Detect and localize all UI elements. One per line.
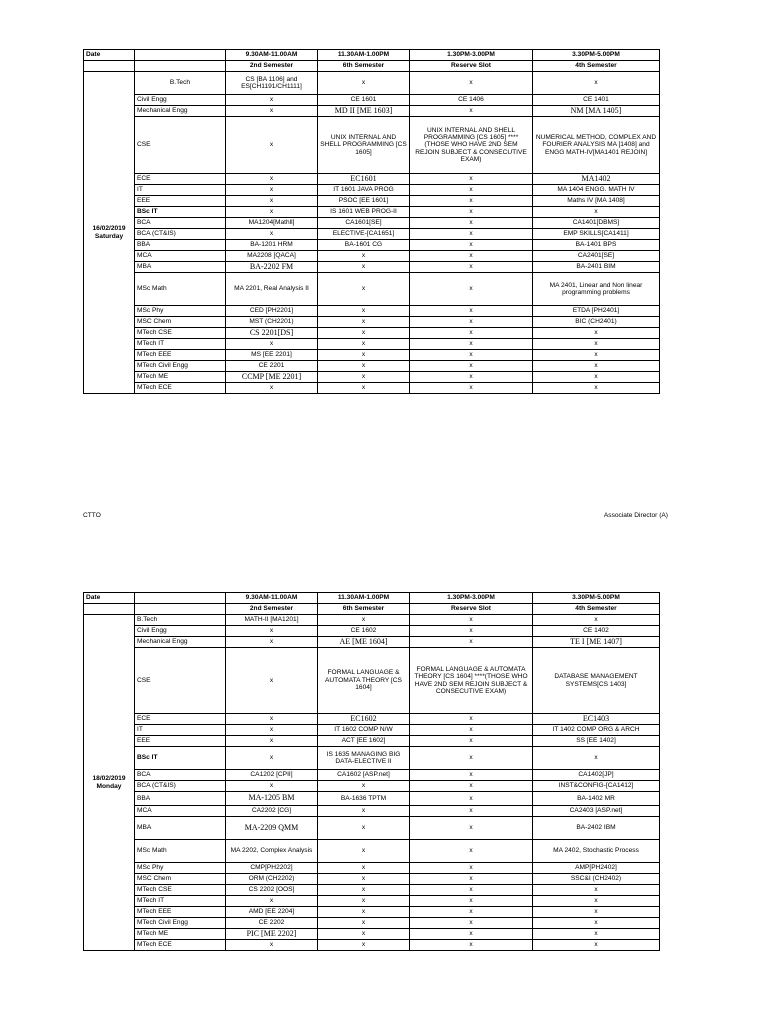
schedule-cell: x	[410, 106, 533, 117]
schedule-cell: x	[226, 207, 318, 218]
program-cell: MBA	[135, 817, 226, 840]
schedule-cell: x	[533, 383, 660, 394]
table-row	[84, 106, 660, 117]
schedule-cell: x	[410, 350, 533, 361]
program-cell: MTech Civil Engg	[135, 918, 226, 929]
program-cell: MTech IT	[135, 896, 226, 907]
schedule-cell: x	[226, 95, 318, 106]
schedule-cell: x	[410, 874, 533, 885]
schedule-cell: x	[410, 174, 533, 185]
schedule-cell: x	[410, 615, 533, 626]
table-row	[84, 218, 660, 229]
table-row	[84, 648, 660, 714]
program-cell: MTech IT	[135, 339, 226, 350]
schedule-cell: x	[318, 874, 410, 885]
schedule-cell: AMP[PH2402]	[533, 863, 660, 874]
program-cell: B.Tech	[135, 72, 226, 95]
schedule-cell: BA-1636 TPTM	[318, 792, 410, 806]
schedule-cell: x	[226, 725, 318, 736]
schedule-cell: x	[533, 896, 660, 907]
schedule-cell: x	[410, 196, 533, 207]
schedule-cell: UNIX INTERNAL AND SHELL PROGRAMMING [CS 1605] ****(THOSE WHO HAVE 2ND SEM REJOIN SUBJECT & CONSECUTIVE EXAM)	[410, 117, 533, 174]
table-row	[84, 806, 660, 817]
program-cell: CSE	[135, 648, 226, 714]
schedule-cell: PSOC [EE 1601]	[318, 196, 410, 207]
schedule-cell: x	[318, 840, 410, 863]
schedule-cell: NM [MA 1405]	[533, 106, 660, 117]
schedule-cell: x	[318, 372, 410, 383]
schedule-cell: x	[318, 907, 410, 918]
schedule-cell: x	[533, 907, 660, 918]
schedule-cell: x	[318, 929, 410, 940]
program-cell: Mechanical Engg	[135, 637, 226, 648]
program-cell: MTech EEE	[135, 907, 226, 918]
schedule-cell: x	[533, 361, 660, 372]
schedule-cell: IT 1602 COMP N/W	[318, 725, 410, 736]
program-cell: MSc Phy	[135, 306, 226, 317]
schedule-cell: CE 2202	[226, 918, 318, 929]
table-row	[84, 863, 660, 874]
table-row	[84, 383, 660, 394]
program-cell: MTech ME	[135, 372, 226, 383]
program-cell: Civil Engg	[135, 95, 226, 106]
table-row	[84, 929, 660, 940]
schedule-cell: x	[410, 896, 533, 907]
slot-header: 1.30PM-3.00PM	[410, 50, 533, 61]
program-cell: BCA	[135, 770, 226, 781]
program-cell: EEE	[135, 196, 226, 207]
program-cell: IT	[135, 185, 226, 196]
schedule-cell: CA1402[JP]	[533, 770, 660, 781]
schedule-cell: MA1402	[533, 174, 660, 185]
schedule-cell: x	[410, 240, 533, 251]
schedule-cell: x	[410, 714, 533, 725]
table-row	[84, 615, 660, 626]
schedule-cell: BA-1401 BPS	[533, 240, 660, 251]
program-cell: MSc Phy	[135, 863, 226, 874]
schedule-cell: x	[410, 918, 533, 929]
footer-signatory-left: CTTO	[83, 512, 101, 519]
schedule-cell: x	[226, 229, 318, 240]
table-row	[84, 940, 660, 951]
program-cell: MTech Civil Engg	[135, 361, 226, 372]
schedule-cell: x	[410, 372, 533, 383]
header-row-time-slots	[84, 50, 660, 61]
header-row-semesters	[84, 604, 660, 615]
schedule-cell: x	[226, 174, 318, 185]
schedule-cell: x	[410, 863, 533, 874]
schedule-cell: IS 1635 MANAGING BIG DATA-ELECTIVE II	[318, 747, 410, 770]
table-row	[84, 747, 660, 770]
schedule-cell: x	[226, 117, 318, 174]
schedule-cell: x	[318, 339, 410, 350]
schedule-cell: x	[226, 781, 318, 792]
schedule-cell: Maths IV [MA 1408]	[533, 196, 660, 207]
schedule-cell: CE 2201	[226, 361, 318, 372]
schedule-cell: x	[318, 350, 410, 361]
schedule-cell: CE 1401	[533, 95, 660, 106]
schedule-cell: DATABASE MANAGEMENT SYSTEMS[CS 1403]	[533, 648, 660, 714]
table-row	[84, 306, 660, 317]
program-cell: MTech CSE	[135, 885, 226, 896]
program-cell: MSc Math	[135, 273, 226, 306]
schedule-cell: x	[318, 615, 410, 626]
schedule-cell: x	[410, 207, 533, 218]
slot-header: 9.30AM-11.00AM	[226, 50, 318, 61]
schedule-cell: x	[318, 328, 410, 339]
schedule-cell: x	[533, 350, 660, 361]
program-cell: MTech EEE	[135, 350, 226, 361]
table-row	[84, 328, 660, 339]
schedule-cell: MA 2402, Stochastic Process	[533, 840, 660, 863]
schedule-cell: x	[226, 648, 318, 714]
table-row	[84, 229, 660, 240]
schedule-cell: x	[318, 885, 410, 896]
schedule-cell: BA-2402 IBM	[533, 817, 660, 840]
program-cell: ECE	[135, 714, 226, 725]
schedule-cell: x	[410, 383, 533, 394]
schedule-cell: x	[533, 372, 660, 383]
table-row	[84, 736, 660, 747]
schedule-cell: BA-1601 CG	[318, 240, 410, 251]
semester-header: 2nd Semester	[226, 61, 318, 72]
slot-header: 9.30AM-11.00AM	[226, 593, 318, 604]
program-cell: BBA	[135, 792, 226, 806]
schedule-cell: x	[410, 218, 533, 229]
schedule-cell: x	[410, 251, 533, 262]
semester-header: 6th Semester	[318, 604, 410, 615]
schedule-cell: TE I [ME 1407]	[533, 637, 660, 648]
schedule-cell: x	[410, 339, 533, 350]
schedule-cell: CA1202 [CPII]	[226, 770, 318, 781]
schedule-cell: x	[410, 781, 533, 792]
program-cell: MCA	[135, 806, 226, 817]
exam-schedule-table-monday	[83, 592, 660, 951]
schedule-cell: x	[410, 72, 533, 95]
exam-date-cell	[84, 615, 135, 951]
schedule-cell: PIC [ME 2202]	[226, 929, 318, 940]
schedule-cell: MD II [ME 1603]	[318, 106, 410, 117]
schedule-cell: EMP SKILLS[CA1411]	[533, 229, 660, 240]
schedule-cell: x	[533, 328, 660, 339]
table-row	[84, 792, 660, 806]
schedule-cell: x	[533, 339, 660, 350]
slot-header: 11.30AM-1.00PM	[318, 593, 410, 604]
schedule-cell: BIC (CH2401)	[533, 317, 660, 328]
schedule-cell: CA1601[SE]	[318, 218, 410, 229]
schedule-cell: MS [EE 2201]	[226, 350, 318, 361]
schedule-cell: x	[410, 736, 533, 747]
schedule-cell: x	[318, 918, 410, 929]
schedule-cell: x	[318, 317, 410, 328]
schedule-cell: x	[410, 185, 533, 196]
schedule-cell: FORMAL LANGUAGE & AUTOMATA THEORY [CS 1604]	[318, 648, 410, 714]
schedule-cell: IT 1402 COMP ORG & ARCH	[533, 725, 660, 736]
exam-date: 18/02/2019	[92, 775, 126, 783]
schedule-cell: IS 1601 WEB PROG-II	[318, 207, 410, 218]
schedule-cell: SS [EE 1402]	[533, 736, 660, 747]
schedule-cell: x	[318, 262, 410, 273]
schedule-cell: x	[318, 806, 410, 817]
program-cell: BSc IT	[135, 747, 226, 770]
schedule-cell: ORM (CH2202)	[226, 874, 318, 885]
table-row	[84, 725, 660, 736]
table-row	[84, 817, 660, 840]
exam-day: Monday	[96, 782, 122, 790]
schedule-cell: MA 2401, Linear and Non linear programming problems	[533, 273, 660, 306]
slot-header: 3.30PM-5.00PM	[533, 50, 660, 61]
footer-signatory-right: Associate Director (A)	[603, 512, 668, 519]
program-cell: Civil Engg	[135, 626, 226, 637]
exam-day: Saturday	[94, 232, 124, 240]
table-row	[84, 714, 660, 725]
schedule-cell: x	[533, 885, 660, 896]
exam-schedule-table-saturday	[83, 49, 660, 394]
schedule-cell: CCMP [ME 2201]	[226, 372, 318, 383]
schedule-cell: x	[410, 885, 533, 896]
semester-header: Reserve Slot	[410, 61, 533, 72]
schedule-cell: x	[318, 781, 410, 792]
schedule-cell: x	[410, 229, 533, 240]
schedule-cell: x	[410, 306, 533, 317]
schedule-cell: x	[410, 273, 533, 306]
table-row	[84, 196, 660, 207]
schedule-cell: x	[410, 747, 533, 770]
program-cell: EEE	[135, 736, 226, 747]
schedule-cell: x	[410, 725, 533, 736]
table-row	[84, 262, 660, 273]
schedule-cell: x	[318, 383, 410, 394]
schedule-cell: MA1204[Mathll]	[226, 218, 318, 229]
schedule-cell: x	[226, 106, 318, 117]
table-row	[84, 918, 660, 929]
schedule-cell: x	[226, 747, 318, 770]
table-row	[84, 372, 660, 383]
program-cell: Mechanical Engg	[135, 106, 226, 117]
table-row	[84, 350, 660, 361]
schedule-cell: CE 1601	[318, 95, 410, 106]
schedule-cell: AMD [EE 2204]	[226, 907, 318, 918]
schedule-cell: CA2202 [CG]	[226, 806, 318, 817]
schedule-cell: BA-2401 BIM	[533, 262, 660, 273]
table-row	[84, 896, 660, 907]
schedule-cell: x	[226, 196, 318, 207]
schedule-cell: CA1401[DBMS]	[533, 218, 660, 229]
program-cell: MTech ME	[135, 929, 226, 940]
semester-header: 2nd Semester	[226, 604, 318, 615]
schedule-cell: x	[318, 361, 410, 372]
schedule-cell: x	[410, 770, 533, 781]
schedule-cell: UNIX INTERNAL AND SHELL PROGRAMMING [CS 1605]	[318, 117, 410, 174]
schedule-cell: x	[410, 317, 533, 328]
program-cell: BBA	[135, 240, 226, 251]
schedule-cell: x	[226, 714, 318, 725]
schedule-cell: x	[533, 207, 660, 218]
schedule-cell: x	[533, 72, 660, 95]
table-row	[84, 637, 660, 648]
schedule-cell: x	[318, 306, 410, 317]
schedule-cell: x	[533, 615, 660, 626]
schedule-cell: CE 1406	[410, 95, 533, 106]
semester-header: 4th Semester	[533, 61, 660, 72]
schedule-cell: CE 1602	[318, 626, 410, 637]
schedule-cell: MA 2201, Real Analysis II	[226, 273, 318, 306]
header-row-time-slots	[84, 593, 660, 604]
schedule-cell: x	[533, 940, 660, 951]
schedule-cell: ACT [EE 1602]	[318, 736, 410, 747]
schedule-cell: ETDA [PH2401]	[533, 306, 660, 317]
schedule-cell: x	[318, 273, 410, 306]
program-cell: B.Tech	[135, 615, 226, 626]
program-cell: MSc Math	[135, 840, 226, 863]
slot-header: 1.30PM-3.00PM	[410, 593, 533, 604]
schedule-cell: x	[533, 918, 660, 929]
semester-header: Reserve Slot	[410, 604, 533, 615]
schedule-cell: MST (CH2201)	[226, 317, 318, 328]
table-row	[84, 207, 660, 218]
schedule-cell: BA-1402 MR	[533, 792, 660, 806]
schedule-cell: BA-2202 FM	[226, 262, 318, 273]
program-cell: CSE	[135, 117, 226, 174]
schedule-cell: CS 2202 [OOS]	[226, 885, 318, 896]
schedule-cell: x	[318, 72, 410, 95]
table-row	[84, 361, 660, 372]
program-cell: BCA	[135, 218, 226, 229]
schedule-cell: x	[318, 251, 410, 262]
date-header: Date	[84, 593, 135, 604]
schedule-cell: x	[226, 339, 318, 350]
table-row	[84, 840, 660, 863]
table-row	[84, 72, 660, 95]
schedule-cell: x	[226, 383, 318, 394]
schedule-cell: AE [ME 1604]	[318, 637, 410, 648]
program-cell: MSC Chem	[135, 874, 226, 885]
table-row	[84, 626, 660, 637]
schedule-cell: x	[410, 940, 533, 951]
schedule-cell: x	[410, 637, 533, 648]
schedule-cell: x	[318, 896, 410, 907]
program-cell: ECE	[135, 174, 226, 185]
program-cell: MTech CSE	[135, 328, 226, 339]
slot-header: 11.30AM-1.00PM	[318, 50, 410, 61]
schedule-cell: x	[318, 863, 410, 874]
schedule-cell: MA-1205 BM	[226, 792, 318, 806]
program-cell: BCA (CT&IS)	[135, 781, 226, 792]
schedule-cell: x	[318, 817, 410, 840]
schedule-cell: IT 1601 JAVA PROG	[318, 185, 410, 196]
schedule-cell: CED [PH2201]	[226, 306, 318, 317]
schedule-cell: x	[226, 896, 318, 907]
schedule-cell: x	[410, 907, 533, 918]
table-row	[84, 185, 660, 196]
schedule-cell: EC1601	[318, 174, 410, 185]
schedule-cell: ELECTIVE-[CA1651]	[318, 229, 410, 240]
schedule-cell: x	[226, 185, 318, 196]
table-row	[84, 117, 660, 174]
exam-date-cell	[84, 72, 135, 394]
schedule-cell: FORMAL LANGUAGE & AUTOMATA THEORY [CS 1604] ****(THOSE WHO HAVE 2ND SEM REJOIN SUBJECT & CONSECUTIVE EXAM)	[410, 648, 533, 714]
schedule-cell: BA-1201 HRM	[226, 240, 318, 251]
program-cell: MSC Chem	[135, 317, 226, 328]
schedule-cell: x	[226, 626, 318, 637]
program-cell: IT	[135, 725, 226, 736]
program-cell: MTech ECE	[135, 383, 226, 394]
table-row	[84, 907, 660, 918]
table-row	[84, 885, 660, 896]
table-row	[84, 174, 660, 185]
schedule-cell: x	[410, 328, 533, 339]
schedule-cell: x	[410, 361, 533, 372]
table-row	[84, 240, 660, 251]
schedule-cell: MA-2209 QMM	[226, 817, 318, 840]
schedule-cell: x	[533, 929, 660, 940]
schedule-cell: x	[410, 626, 533, 637]
schedule-cell: x	[410, 262, 533, 273]
table-row	[84, 339, 660, 350]
program-cell: BCA (CT&IS)	[135, 229, 226, 240]
date-header: Date	[84, 50, 135, 61]
schedule-cell: SSC&I (CH2402)	[533, 874, 660, 885]
header-row-semesters	[84, 61, 660, 72]
program-cell: BSc IT	[135, 207, 226, 218]
schedule-cell: x	[410, 840, 533, 863]
program-cell: MTech ECE	[135, 940, 226, 951]
table-row	[84, 317, 660, 328]
schedule-cell: x	[410, 817, 533, 840]
table-row	[84, 95, 660, 106]
schedule-cell: x	[410, 929, 533, 940]
schedule-cell: MATH-II [MA1201]	[226, 615, 318, 626]
table-row	[84, 273, 660, 306]
schedule-cell: x	[226, 736, 318, 747]
semester-header: 6th Semester	[318, 61, 410, 72]
table-row	[84, 874, 660, 885]
schedule-cell: x	[226, 940, 318, 951]
schedule-cell: MA2208 [QACA]	[226, 251, 318, 262]
schedule-cell: x	[318, 940, 410, 951]
schedule-cell: CA1602 [ASP.net]	[318, 770, 410, 781]
schedule-cell: CE 1402	[533, 626, 660, 637]
schedule-cell: EC1403	[533, 714, 660, 725]
schedule-cell: CA2403 [ASP.net]	[533, 806, 660, 817]
schedule-cell: x	[410, 806, 533, 817]
table-row	[84, 251, 660, 262]
program-cell: MCA	[135, 251, 226, 262]
schedule-cell: CA2401[SE]	[533, 251, 660, 262]
schedule-cell: CMP[PH2202]	[226, 863, 318, 874]
schedule-cell: x	[226, 637, 318, 648]
schedule-cell: EC1602	[318, 714, 410, 725]
schedule-cell: CS 2201[DS]	[226, 328, 318, 339]
slot-header: 3.30PM-5.00PM	[533, 593, 660, 604]
semester-header: 4th Semester	[533, 604, 660, 615]
schedule-cell: CS [BA 1106] and ES[CH1191/CH1111]	[226, 72, 318, 95]
schedule-cell: INST&CONFIG-[CA1412]	[533, 781, 660, 792]
schedule-cell: MA 2202, Complex Analysis	[226, 840, 318, 863]
exam-date: 16/02/2019	[92, 225, 126, 233]
table-row	[84, 781, 660, 792]
schedule-cell: NUMERICAL METHOD, COMPLEX AND FOURIER ANALYSIS MA [1408] and ENGG MATH-IV[MA1401 REJOIN]	[533, 117, 660, 174]
schedule-cell: x	[533, 747, 660, 770]
schedule-cell: x	[410, 792, 533, 806]
program-cell: MBA	[135, 262, 226, 273]
schedule-cell: MA 1404 ENGG. MATH IV	[533, 185, 660, 196]
table-row	[84, 770, 660, 781]
